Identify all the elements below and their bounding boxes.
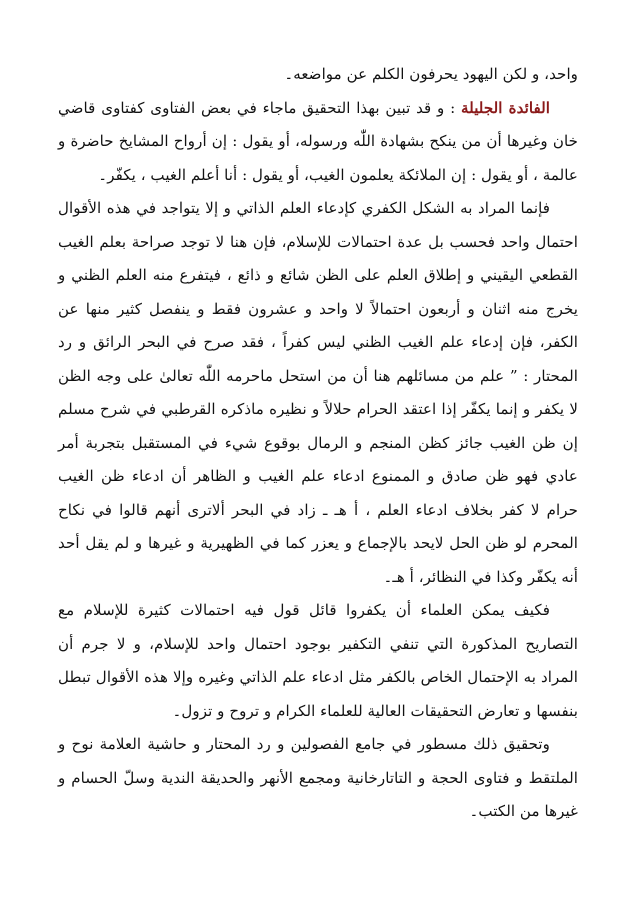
paragraph-1 — [58, 58, 578, 92]
paragraph-4 — [58, 594, 578, 728]
paragraph-3-text: فإنما المراد به الشكل الكفري كإدعاء العلم الذاتي و إلا يتواجد في هذه الأقوال احتمال واحد فحسب بل عدة احتمالات للإسلام، فإن هنا لا توجد صراحة بعلم الغيب القطعي اليقيني و إطلاق العلم على الظن شائع و ذائع ، فيتفرع منه العلم الظني و يخرج منه اثنان و أربعون احتمالاً لا واحد و عشرون فقط و ينفصل كثير منها عن الكفر، فإن إدعاء علم الغيب الظني ليس كفراً ، فقد صرح في البحر الرائق و رد المحتار : ” علم من مسائلهم هنا أن من استحل ماحرمه اللّٰه تعالىٰ على وجه الظن لا يكفر و إنما يكفّر إذا اعتقد الحرام حلالاً و نظيره ماذكره القرطبي في شرح مسلم إن ظن الغيب جائز كظن المنجم و الرمال بوقوع شيء في المستقبل بتجربة أمر عادي فهو ظن صادق و الممنوع ادعاء علم الغيب و الظاهر أن ادعاء ظن الغيب حرام لا كفر بخلاف ادعاء العلم ، أ هـ ـ زاد في البحر ألاترى أنهم قالوا في نكاح المحرم لو ظن الحل لايحد بالإجماع و يعزر كما في الظهيرية و غيرها و لم يقل أحد أنه يكفّر وكذا في النظائر، أ هـ۔ — [58, 199, 578, 586]
paragraph-3 — [58, 192, 578, 594]
inline-heading-precious-benefit: الفائدة الجليلة — [461, 98, 550, 117]
document-body — [58, 58, 578, 829]
paragraph-1-text: واحد، و لكن اليهود يحرفون الكلم عن مواضعه۔ — [284, 65, 578, 83]
paragraph-4-text: فكيف يمكن العلماء أن يكفروا قائل قول فيه احتمالات كثيرة للإسلام مع التصاريح المذكورة التي تنفي التكفير بوجود احتمال واحد للإسلام، و لا جرم أن المراد به الإحتمال الخاص بالكفر مثل ادعاء علم الذاتي وغيره وإلا هذه الأقوال تبطل بنفسها و تعارض التحقيقات العالية للعلماء الكرام و تروح و تزول۔ — [58, 601, 578, 720]
paragraph-5 — [58, 728, 578, 829]
paragraph-2 — [58, 92, 578, 193]
paragraph-5-text: وتحقيق ذلك مسطور في جامع الفصولين و رد المحتار و حاشية العلامة نوح و الملتقط و فتاوى الحجة و التاتارخانية ومجمع الأنهر والحديقة الندية وسلّ الحسام و غيرها من الكتب۔ — [58, 735, 578, 820]
paragraph-2-text: : و قد تبين بهذا التحقيق ماجاء في بعض الفتاوى كفتاوى قاضي خان وغيرها أن من ينكح بشهادة اللّٰه ورسوله، أو يقول : إن أرواح المشايخ حاضرة و عالمة ، أو يقول : إن الملائكة يعلمون الغيب، أو يقول : أنا أعلم الغيب ، يكفّر۔ — [58, 98, 578, 184]
